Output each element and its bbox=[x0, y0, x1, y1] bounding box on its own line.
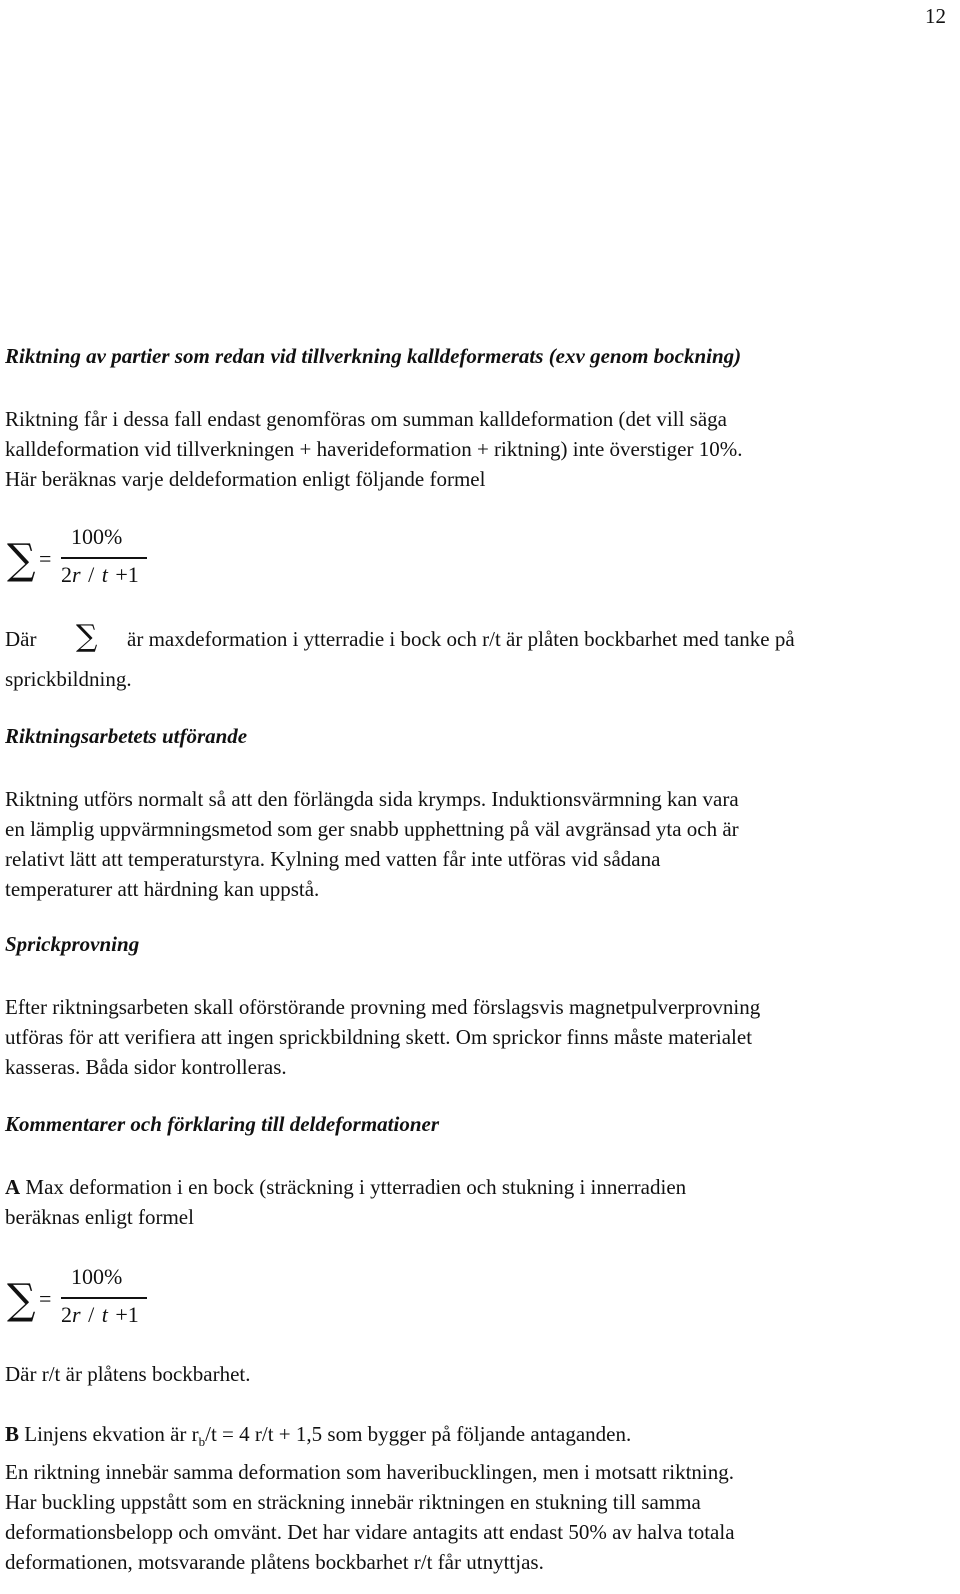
text-line: Här beräknas varje deldeformation enligt följande formel bbox=[5, 467, 486, 491]
equals-sign: = bbox=[39, 546, 52, 571]
text-line: Har buckling uppstått som en sträckning innebär riktningen en stukning till samma bbox=[5, 1490, 701, 1515]
paragraph-b bbox=[5, 1419, 945, 1577]
formula-numerator: 100% bbox=[71, 1264, 123, 1289]
formula-numerator: 100% bbox=[71, 524, 123, 549]
item-label-a: A bbox=[5, 1175, 21, 1199]
item-label-b: B bbox=[5, 1422, 20, 1446]
text-line: Riktning får i dessa fall endast genomföras om summan kalldeformation (det vill säga bbox=[5, 407, 727, 431]
section-heading-riktning-partier: Riktning av partier som redan vid tillverkning kalldeformerats (exv genom bockning) bbox=[5, 344, 742, 368]
deformation-formula-2 bbox=[5, 1264, 165, 1334]
sigma-symbol: ∑ bbox=[7, 1275, 36, 1325]
deformation-formula-1 bbox=[5, 524, 165, 594]
sigma-inline-symbol: ∑ bbox=[76, 619, 98, 654]
fraction-bar bbox=[61, 1297, 147, 1299]
text-line: kasseras. Båda sidor kontrolleras. bbox=[5, 1055, 287, 1079]
paragraph-riktning-partier bbox=[5, 404, 945, 494]
text-line: Efter riktningsarbeten skall oförstörande provning med förslagsvis magnetpulverprovning bbox=[5, 995, 761, 1019]
dar-description-continued: sprickbildning. bbox=[5, 667, 132, 691]
page-number: 12 bbox=[925, 4, 946, 28]
section-heading-riktningsarbetet: Riktningsarbetets utförande bbox=[5, 724, 248, 748]
formula-denominator: 2r / t +1 bbox=[61, 562, 139, 587]
section-heading-sprickprovning: Sprickprovning bbox=[5, 932, 140, 956]
text-line: En riktning innebär samma deformation som haveribucklingen, men i motsatt riktning. bbox=[5, 1460, 735, 1485]
paragraph-kommentarer-a bbox=[5, 1172, 945, 1232]
fraction-bar bbox=[61, 557, 147, 559]
section-heading-kommentarer: Kommentarer och förklaring till deldeformationer bbox=[5, 1112, 440, 1136]
formula-denominator: 2r / t +1 bbox=[61, 1302, 139, 1327]
paragraph-sprickprovning bbox=[5, 992, 945, 1082]
text-line: relativt lätt att temperaturstyra. Kylning med vatten får inte utföras vid sådana bbox=[5, 847, 661, 871]
text-line: kalldeformation vid tillverkningen + haverideformation + riktning) inte överstiger 10%. bbox=[5, 437, 743, 461]
text-line: beräknas enligt formel bbox=[5, 1205, 194, 1229]
dar-description: är maxdeformation i ytterradie i bock och r/t är plåten bockbarhet med tanke på bbox=[127, 627, 795, 651]
text-line: B Linjens ekvation är $r_b/t = 4$ r/t + 1,5 som bygger på följande antaganden. bbox=[5, 1422, 632, 1450]
text-line: deformationen, motsvarande plåtens bockbarhet r/t får utnyttjas. bbox=[5, 1550, 544, 1575]
paragraph-riktningsarbetet bbox=[5, 784, 945, 904]
text-line: Riktning utförs normalt så att den förlängda sida krymps. Induktionsvärmning kan vara bbox=[5, 787, 739, 811]
dar-rt-text: Där r/t är plåtens bockbarhet. bbox=[5, 1362, 251, 1386]
dar-label: Där bbox=[5, 627, 37, 651]
text-line: A Max deformation i en bock (sträckning i ytterradien och stukning i innerradien bbox=[5, 1175, 687, 1199]
sigma-symbol: ∑ bbox=[7, 535, 36, 585]
text-line: en lämplig uppvärmningsmetod som ger snabb upphettning på väl avgränsad yta och är bbox=[5, 817, 739, 841]
equals-sign: = bbox=[39, 1286, 52, 1311]
text-line: utföras för att verifiera att ingen sprickbildning skett. Om sprickor finns måste materialet bbox=[5, 1025, 753, 1049]
text-line: deformationsbelopp och omvänt. Det har vidare antagits att endast 50% av halva totala bbox=[5, 1520, 735, 1545]
text-line: temperaturer att härdning kan uppstå. bbox=[5, 877, 320, 901]
